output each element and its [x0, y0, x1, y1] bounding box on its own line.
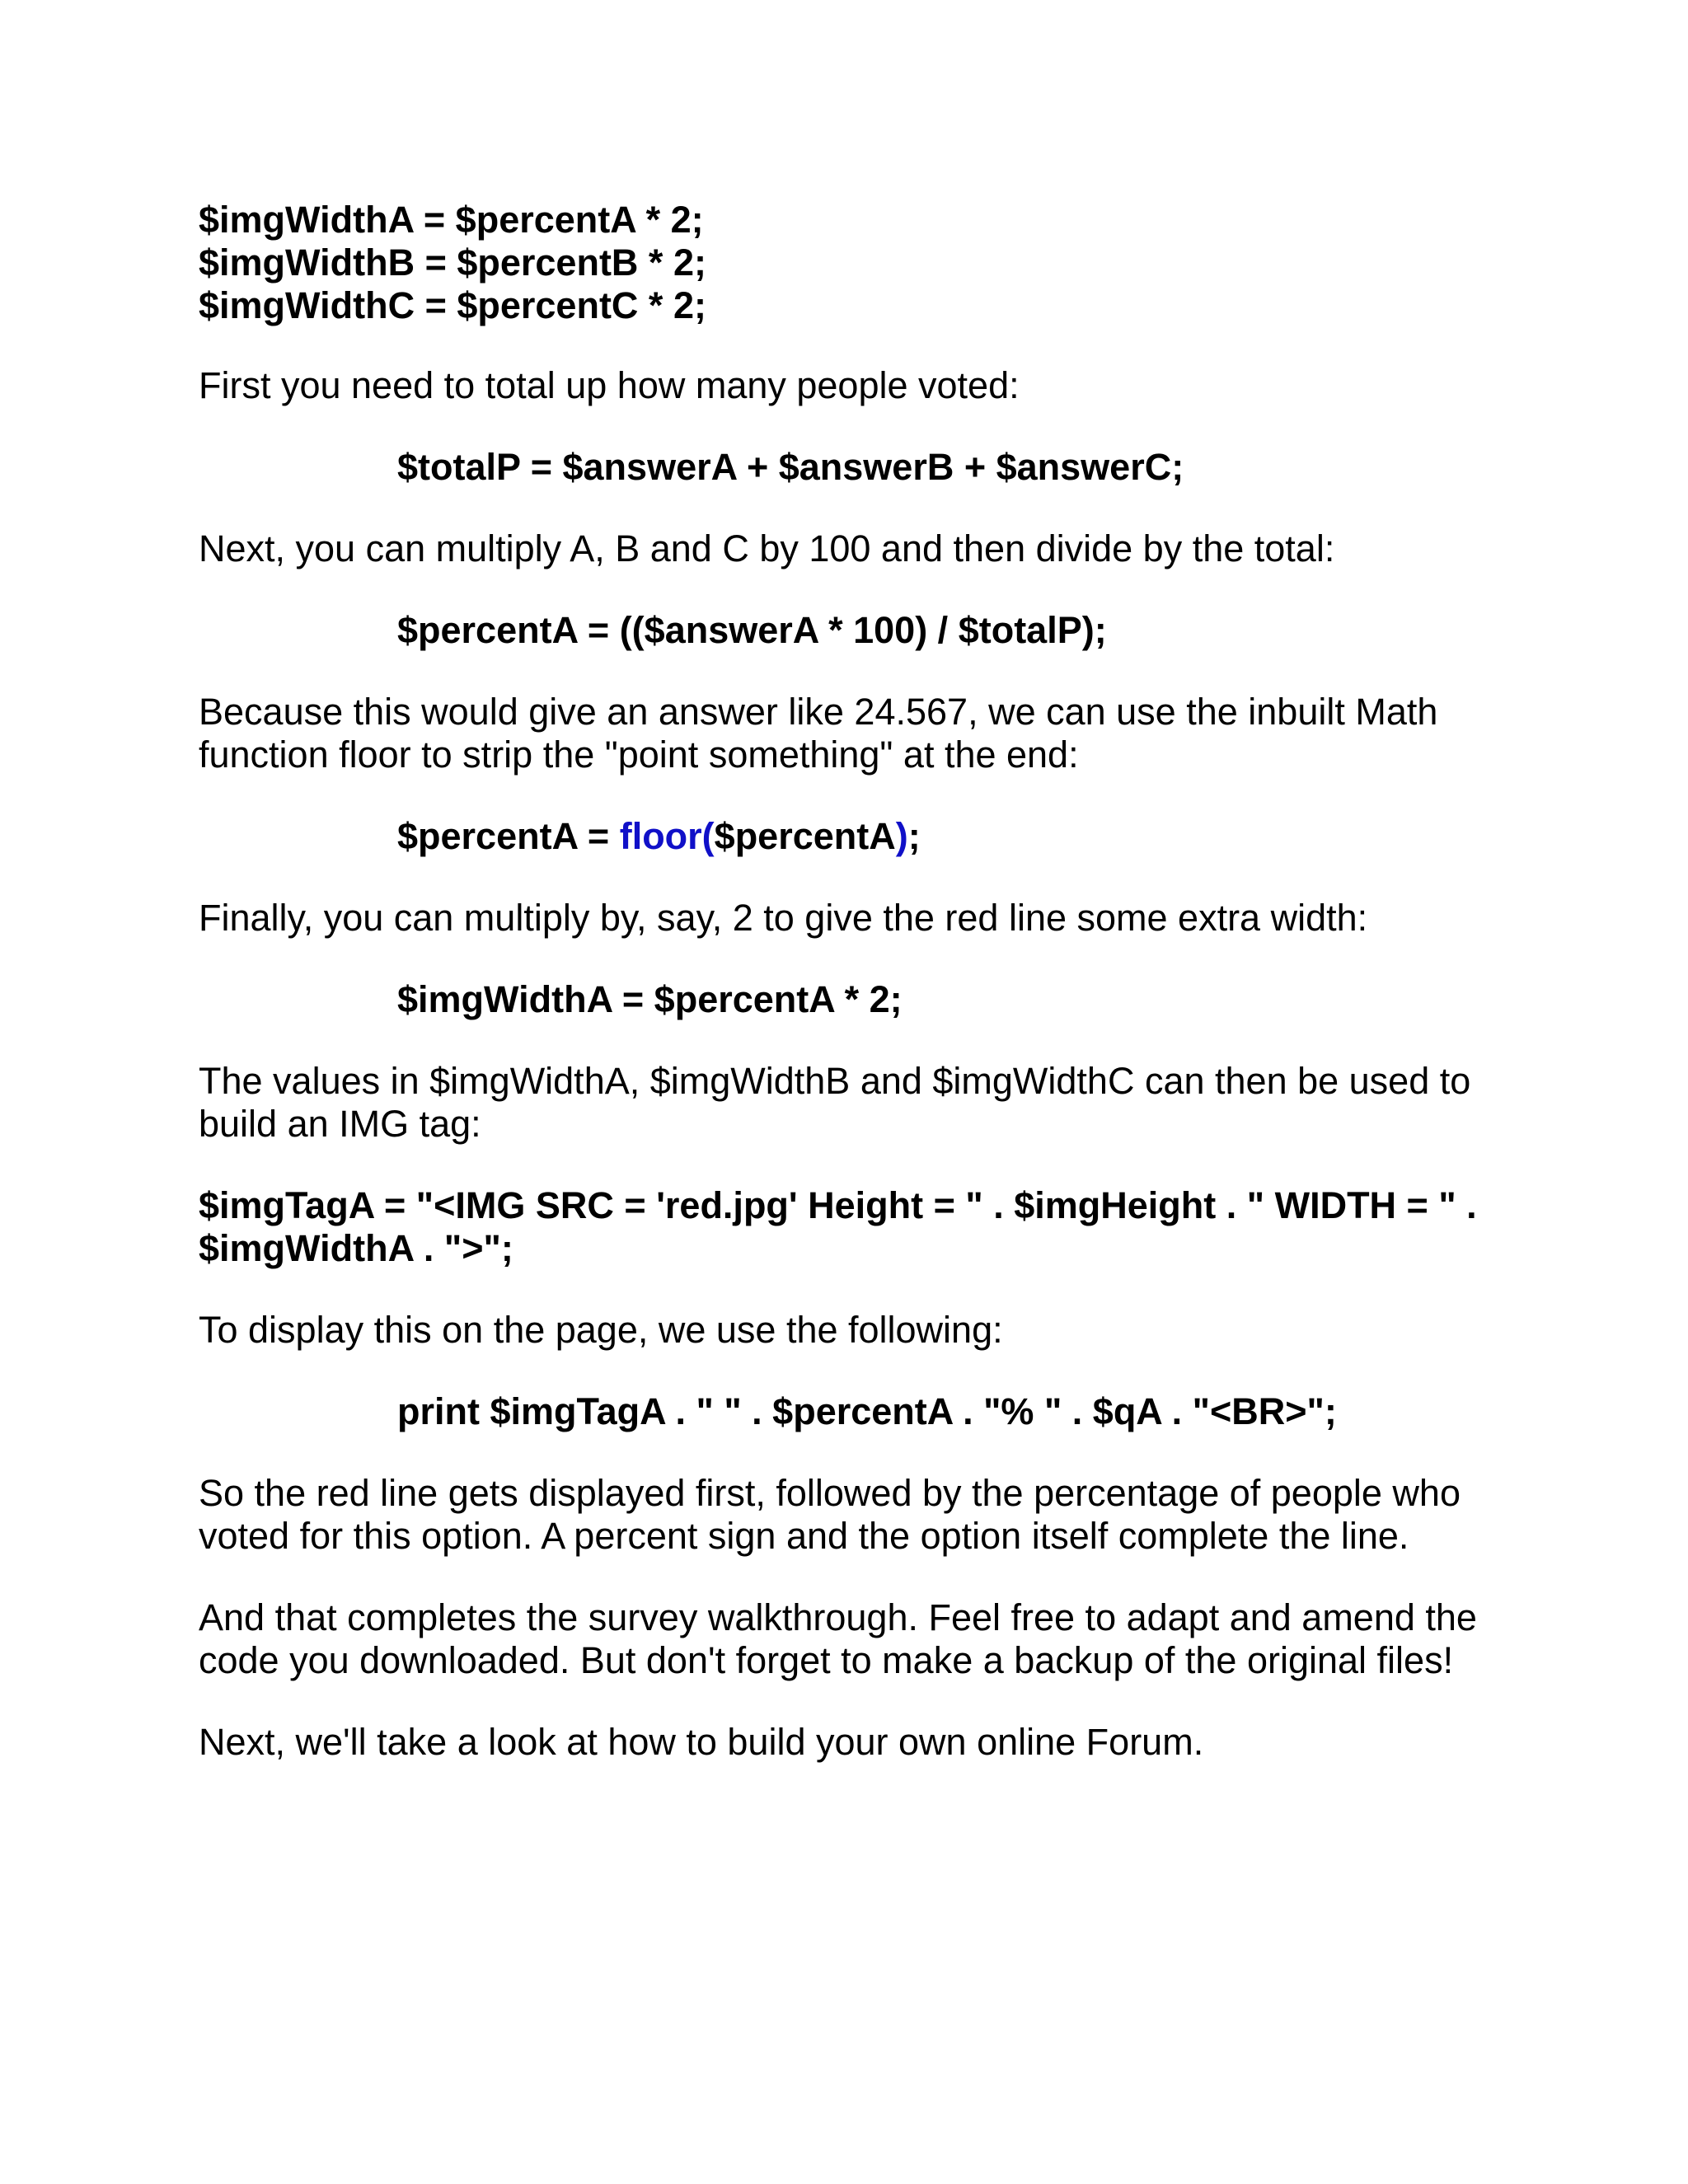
code-floor-close-paren: ): [895, 815, 908, 857]
paragraph-values-line-1: The values in $imgWidthA, $imgWidthB and $imgWidthC can then be used to: [199, 1060, 1471, 1102]
code-total-line: $totalP = $answerA + $answerB + $answerC;: [397, 446, 1184, 488]
code-imgtag-line-1: $imgTagA = "<IMG SRC = 'red.jpg' Height = " . $imgHeight . " WIDTH = " .: [199, 1184, 1477, 1226]
paragraph-floor-line-2: function floor to strip the "point something" at the end:: [199, 733, 1079, 776]
paragraph-next: Next, we'll take a look at how to build your own online Forum.: [199, 1721, 1204, 1763]
paragraph-multiply: Next, you can multiply A, B and C by 100 and then divide by the total:: [199, 527, 1335, 569]
code-floor-argument: $percentA: [714, 815, 896, 857]
paragraph-complete-line-1: And that completes the survey walkthrough. Feel free to adapt and amend the: [199, 1596, 1477, 1638]
code-floor-line: [397, 815, 921, 858]
paragraph-complete-line-2: code you downloaded. But don't forget to make a backup of the original files!: [199, 1639, 1454, 1681]
paragraph-floor-line-1: Because this would give an answer like 24.567, we can use the inbuilt Math: [199, 691, 1438, 733]
code-floor-assign: $percentA =: [397, 815, 620, 857]
paragraph-display: To display this on the page, we use the following:: [199, 1309, 1003, 1351]
paragraph-width: Finally, you can multiply by, say, 2 to give the red line some extra width:: [199, 897, 1368, 939]
code-line-imgwidth-a: $imgWidthA = $percentA * 2;: [199, 199, 704, 241]
code-floor-function: floor(: [619, 815, 715, 857]
code-line-imgwidth-c: $imgWidthC = $percentC * 2;: [199, 284, 706, 326]
code-line-imgwidth-b: $imgWidthB = $percentB * 2;: [199, 241, 706, 284]
paragraph-redline-line-1: So the red line gets displayed first, followed by the percentage of people who: [199, 1472, 1461, 1514]
paragraph-values-line-2: build an IMG tag:: [199, 1103, 481, 1145]
code-floor-semicolon: ;: [907, 815, 921, 857]
code-print-line: print $imgTagA . " " . $percentA . "% " . $qA . "<BR>";: [397, 1390, 1337, 1432]
code-imgtag-line-2: $imgWidthA . ">";: [199, 1227, 513, 1269]
code-percent-line: $percentA = (($answerA * 100) / $totalP);: [397, 609, 1107, 651]
paragraph-redline-line-2: voted for this option. A percent sign and the option itself complete the line.: [199, 1515, 1409, 1557]
paragraph-total-intro: First you need to total up how many people voted:: [199, 364, 1020, 406]
code-width-line: $imgWidthA = $percentA * 2;: [397, 978, 903, 1020]
